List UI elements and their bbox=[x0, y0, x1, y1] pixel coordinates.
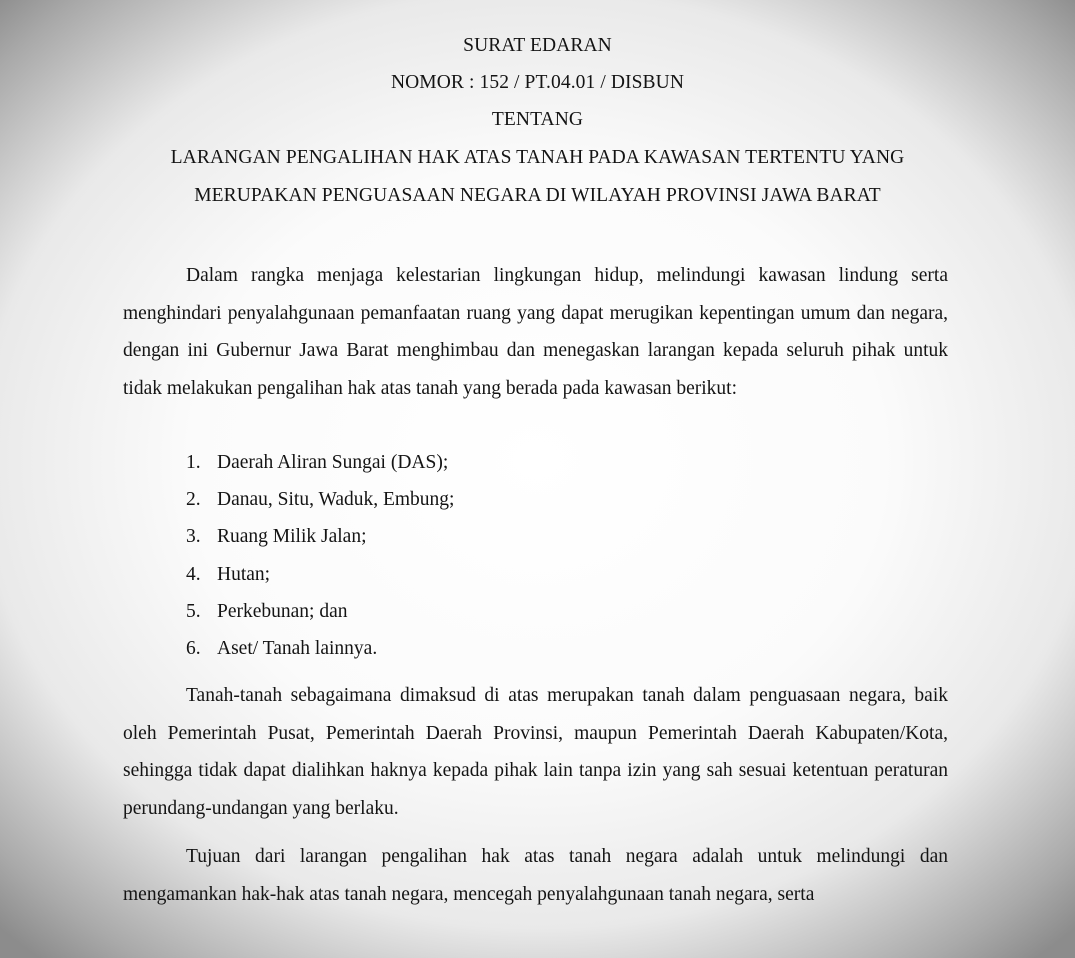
list-item-text: Daerah Aliran Sungai (DAS); bbox=[217, 452, 449, 473]
list-item bbox=[186, 444, 454, 481]
body-paragraph-3: Tujuan dari larangan pengalihan hak atas tanah negara adalah untuk melindungi dan mengamankan hak-hak atas tanah negara, mencegah penyalahgunaan tanah negara, serta bbox=[123, 846, 948, 905]
body-paragraph-2: Tanah-tanah sebagaimana dimaksud di atas merupakan tanah dalam penguasaan negara, baik oleh Pemerintah Pusat, Pemerintah Daerah Provinsi, maupun Pemerintah Daerah Kabupaten/Kota, sehingga tidak dapat dialihkan haknya kepada pihak lain tanpa izin yang sah sesuai ketentuan peraturan perundang-undangan yang berlaku. bbox=[123, 685, 948, 819]
list-item-number: 4. bbox=[186, 563, 201, 585]
document-subject-line-1: LARANGAN PENGALIHAN HAK ATAS TANAH PADA KAWASAN TERTENTU YANG bbox=[170, 147, 905, 168]
list-item-number: 5. bbox=[186, 600, 201, 622]
document-title: SURAT EDARAN bbox=[463, 35, 612, 56]
body-paragraph-1: Dalam rangka menjaga kelestarian lingkungan hidup, melindungi kawasan lindung serta menghindari penyalahgunaan pemanfaatan ruang yang dapat merugikan kepentingan umum dan negara, dengan ini Gubernur Jawa Barat menghimbau dan menegaskan larangan kepada seluruh pihak untuk tidak melakukan pengalihan hak atas tanah yang berada pada kawasan berikut: bbox=[123, 265, 948, 399]
list-item bbox=[186, 518, 454, 555]
document-about-label: TENTANG bbox=[491, 109, 584, 130]
list-item bbox=[186, 481, 454, 518]
list-item bbox=[186, 593, 454, 630]
list-item-text: Danau, Situ, Waduk, Embung; bbox=[217, 489, 455, 511]
list-item-number: 1. bbox=[186, 452, 201, 473]
list-item-text: Hutan; bbox=[217, 563, 271, 585]
list-item-number: 6. bbox=[186, 637, 201, 659]
list-item-text: Ruang Milik Jalan; bbox=[217, 526, 367, 548]
area-list bbox=[186, 444, 454, 667]
list-item-text: Perkebunan; dan bbox=[217, 600, 348, 622]
list-item-text: Aset/ Tanah lainnya. bbox=[217, 637, 378, 659]
document-number: NOMOR : 152 / PT.04.01 / DISBUN bbox=[390, 72, 685, 93]
list-item bbox=[186, 630, 454, 667]
list-item-number: 2. bbox=[186, 489, 201, 511]
document-subject-line-2: MERUPAKAN PENGUASAAN NEGARA DI WILAYAH PROVINSI JAWA BARAT bbox=[194, 185, 881, 206]
list-item-number: 3. bbox=[186, 526, 201, 548]
list-item bbox=[186, 556, 454, 593]
